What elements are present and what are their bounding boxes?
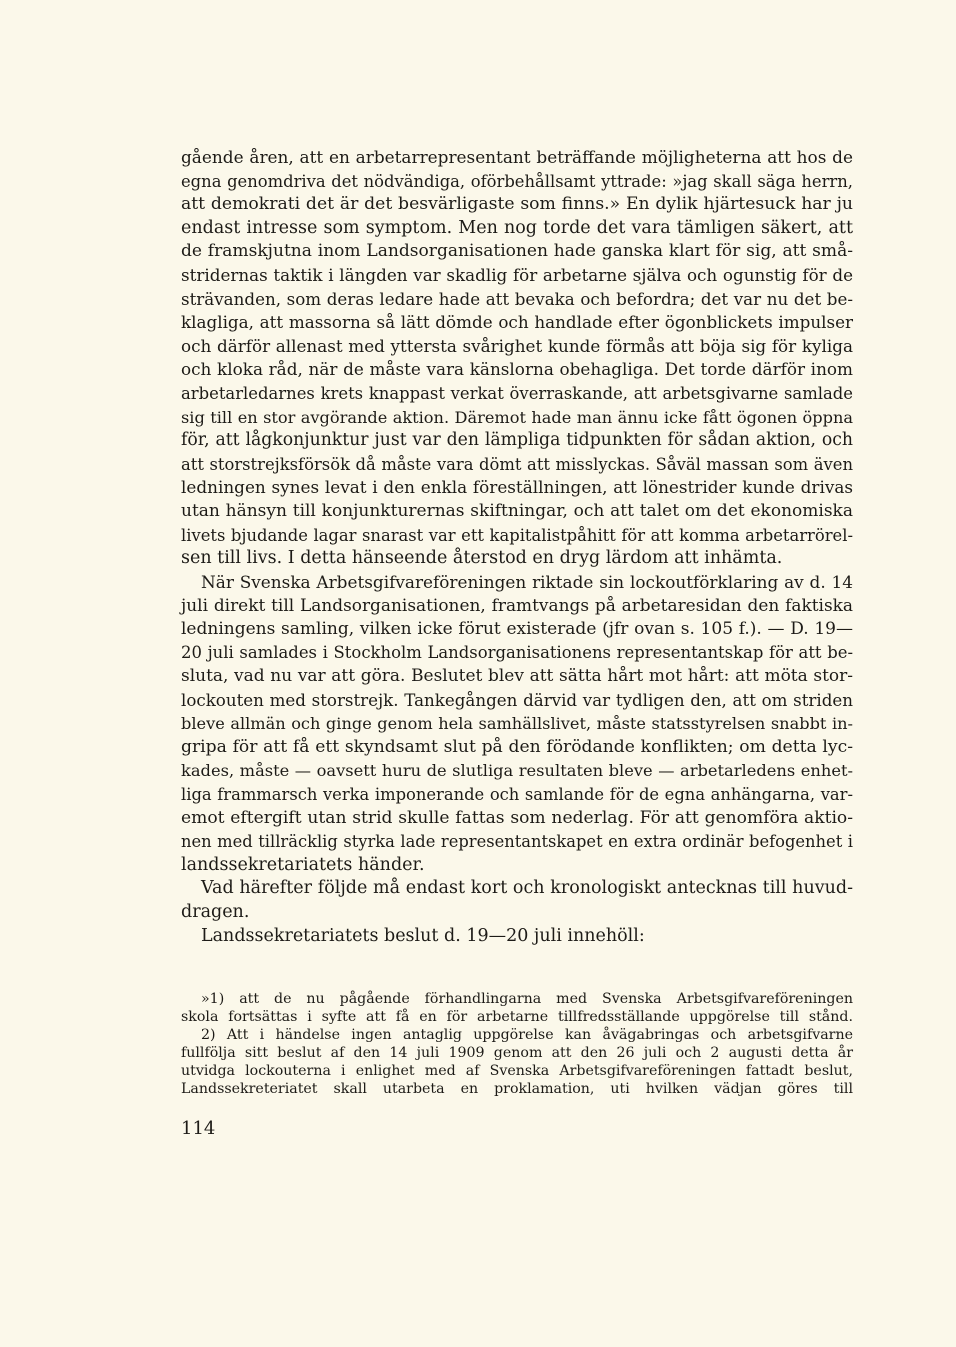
body-line: endast intresse som symptom. Men nog torde det vara tämligen säkert, att [181, 217, 853, 238]
body-line: och därför allenast med yttersta svårighet kunde förmås att böja sig för kyliga [181, 335, 853, 356]
footnote-line: »1) att de nu pågående förhandlingarna med Svenska Arbetsgifvareföreningen [201, 991, 853, 1007]
page-number: 114 [181, 1118, 216, 1139]
body-line: att demokrati det är det besvärligaste som finns.» En dylik hjärtesuck har ju [181, 194, 853, 215]
body-line: strävanden, som deras ledare hade att bevaka och befordra; det var nu det be- [181, 288, 853, 309]
footnote-quote [181, 990, 853, 1098]
footnote-line: fullfölja sitt beslut af den 14 juli 1909 genom att den 26 juli och 2 augusti detta år [181, 1045, 853, 1061]
body-line: lockouten med storstrejk. Tankegången därvid var tydligen den, att om striden [181, 690, 853, 710]
body-line: juli direkt till Landsorganisationen, framtvangs på arbetaresidan den faktiska [181, 595, 853, 616]
body-line: kades, måste — oavsett huru de slutliga resultaten bleve — arbetarledens enhet- [181, 761, 853, 781]
body-line: gripa för att få ett skyndsamt slut på den förödande konflikten; om detta lyc- [181, 736, 853, 757]
footnote-line: utvidga lockouterna i enlighet med af Svenska Arbetsgifvareföreningen fattadt beslut, [181, 1063, 853, 1079]
body-line: Landssekretariatets beslut d. 19—20 juli innehöll: [201, 925, 645, 946]
body-line: 20 juli samlades i Stockholm Landsorganisationens representantskap för att be- [181, 643, 853, 663]
footnote-line: skola fortsättas i syfte att få en för arbetarne tillfredsställande uppgörelse till stånd. [181, 1009, 853, 1025]
body-line: När Svenska Arbetsgifvareföreningen riktade sin lockoutförklaring av d. 14 [201, 571, 853, 592]
body-line: landssekretariatets händer. [181, 854, 425, 875]
body-line: sluta, vad nu var att göra. Beslutet blev att sätta hårt mot hårt: att möta stor- [181, 666, 853, 687]
body-line: egna genomdriva det nödvändiga, oförbehållsamt yttrade: »jag skall säga herrn, [181, 171, 853, 191]
body-line: nen med tillräcklig styrka lade representantskapet en extra ordinär befogenhet i [181, 832, 853, 852]
body-line: att storstrejksförsök då måste vara dömt att misslyckas. Såväl massan som även [181, 454, 853, 474]
body-line: liga frammarsch verka imponerande och samlande för de egna anhängarna, var- [181, 785, 853, 805]
body-line: sig till en stor avgörande aktion. Däremot hade man ännu icke fått ögonen öppna [181, 407, 853, 427]
body-line: sen till livs. I detta hänseende återstod en dryg lärdom att inhämta. [181, 548, 783, 569]
body-line: stridernas taktik i längden var skadlig för arbetarne själva och ogunstig för de [181, 264, 853, 285]
body-line: arbetarledarnes krets knappast verkat överraskande, att arbetsgivarne samlade [181, 383, 853, 403]
body-line: emot eftergift utan strid skulle fattas som nederlag. För att genomföra aktio- [181, 807, 853, 828]
body-line: utan hänsyn till konjunkturernas skiftningar, och att talet om det ekonomiska [181, 500, 853, 521]
body-line: bleve allmän och ginge genom hela samhällslivet, måste statsstyrelsen snabbt in- [181, 714, 853, 734]
footnote-line: 2) Att i händelse ingen antaglig uppgörelse kan åvägabringas och arbetsgifvarne [201, 1027, 853, 1043]
body-line: gående åren, att en arbetarrepresentant beträffande möjligheterna att hos de [181, 147, 853, 167]
body-line: de framskjutna inom Landsorganisationen hade ganska klart för sig, att små- [181, 241, 853, 262]
body-line: Vad härefter följde må endast kort och kronologiskt antecknas till huvud- [201, 878, 853, 899]
body-line: livets bjudande lagar snarast var ett kapitalistpåhitt för att komma arbetarrörel- [181, 525, 853, 545]
body-text [181, 146, 853, 948]
body-line: ledningens samling, vilken icke förut existerade (jfr ovan s. 105 f.). — D. 19— [181, 618, 853, 639]
body-line: klagliga, att massorna så lätt dömde och handlade efter ögonblickets impulser [181, 312, 853, 333]
footnote-line: Landssekreteriatet skall utarbeta en proklamation, uti hvilken vädjan göres till [181, 1081, 853, 1097]
body-line: ledningen synes levat i den enkla föreställningen, att lönestrider kunde drivas [181, 477, 853, 498]
body-line: och kloka råd, när de måste vara känslorna obehagliga. Det torde därför inom [181, 359, 853, 380]
body-line: dragen. [181, 902, 250, 922]
body-line: för, att lågkonjunktur just var den lämpliga tidpunkten för sådan aktion, och [181, 430, 853, 451]
